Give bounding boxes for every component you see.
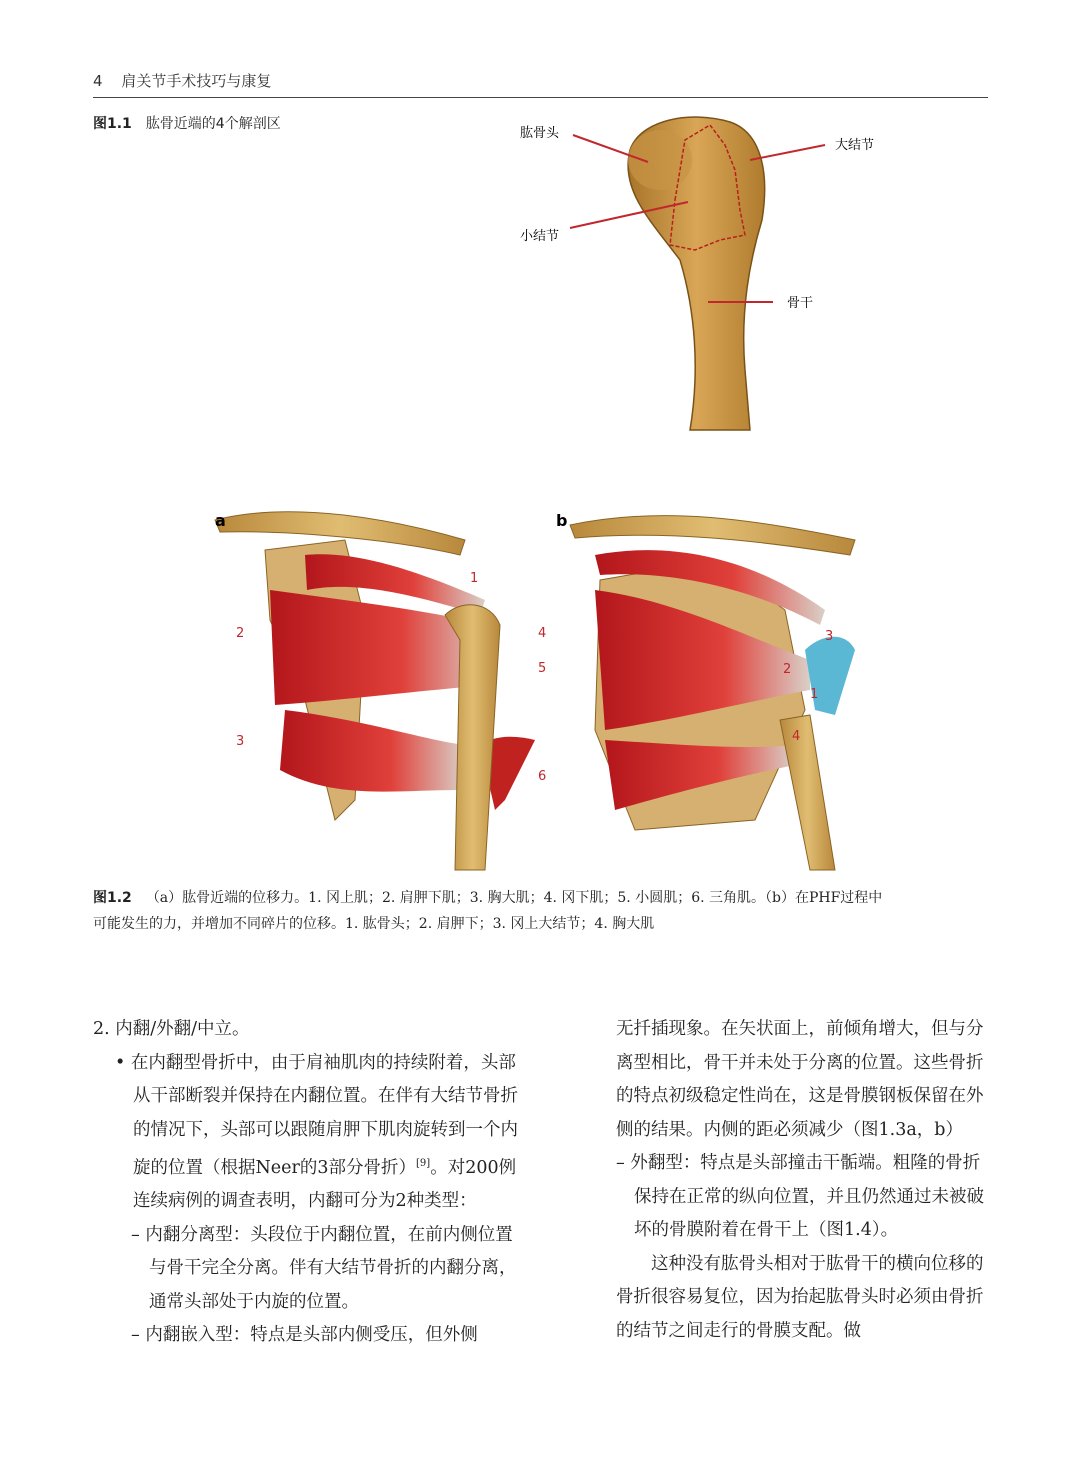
fragment-blue [805, 637, 855, 715]
paragraph-continued: 无扦插现象。在矢状面上，前倾角增大，但与分离型相比，骨干并未处于分离的位置。这些骨折的特点初级稳定性尚在，这是骨膜钢板保留在外侧的结果。内侧的距必须减少（图1.3a，b） [616, 1019, 984, 1140]
figure2-caption [93, 885, 988, 937]
b-num-3: 3 [825, 629, 834, 644]
arrow-greater [750, 145, 825, 160]
list-item-heading: 2. 内翻/外翻/中立。 [93, 1019, 250, 1039]
a-num-4: 4 [538, 626, 547, 641]
panel-b [556, 511, 855, 870]
figure2-caption-line1: （a）肱骨近端的位移力。1. 冈上肌；2. 肩胛下肌；3. 胸大肌；4. 冈下肌；5. 小圆肌；6. 三角肌。（b）在PHF过程中 [145, 890, 883, 906]
a-num-3: 3 [236, 734, 245, 749]
label-head: 肱骨头 [520, 126, 560, 141]
humerus-illustration [500, 110, 920, 450]
a-num-5: 5 [538, 661, 547, 676]
a-num-6: 6 [538, 769, 547, 784]
figure1-caption [93, 113, 281, 133]
humerus-b [780, 715, 835, 870]
panel-b-label: b [556, 511, 568, 530]
citation: [9] [416, 1158, 431, 1169]
label-shaft: 骨干 [787, 296, 814, 311]
paragraph-reduction: 这种没有肱骨头相对于肱骨干的横向位移的骨折很容易复位，因为抬起肱骨头时必须由骨折的结节之间走行的骨膜支配。做 [616, 1253, 984, 1341]
humeral-head-shape [628, 130, 692, 190]
figure2-label: 图1.2 [93, 890, 132, 906]
a-num-2: 2 [236, 626, 245, 641]
panel-a [215, 511, 546, 870]
dash-varus-impacted: – 内翻嵌入型：特点是头部内侧受压，但外侧 [131, 1325, 478, 1346]
dash-valgus: – 外翻型：特点是头部撞击干骺端。粗隆的骨折保持在正常的纵向位置，并且仍然通过未被破坏的骨膜附着在骨干上（图1.4）。 [616, 1153, 984, 1240]
running-header [93, 70, 271, 91]
b-num-2: 2 [783, 662, 792, 677]
bullet-varus: • 在内翻型骨折中，由于肩袖肌肉的持续附着，头部从干部断裂并保持在内翻位置。在伴有大结节骨折的情况下，头部可以跟随肩胛下肌肉旋转到一个内旋的位置（根据Neer的3部分骨折）[9]。对200例连续病例的调查表明，内翻可分为2种类型： [115, 1052, 518, 1212]
figure2-caption-line2: 可能发生的力，并增加不同碎片的位移。1. 肱骨头；2. 肩胛下；3. 冈上大结节；4. 胸大肌 [93, 916, 655, 932]
dash-varus-separated: – 内翻分离型：头段位于内翻位置，在前内侧位置与骨干完全分离。伴有大结节骨折的内翻分离，通常头部处于内旋的位置。 [131, 1224, 517, 1312]
muscle-3 [280, 710, 465, 792]
muscle-forces-illustration [195, 500, 885, 875]
label-greater: 大结节 [835, 138, 875, 153]
book-title: 肩关节手术技巧与康复 [121, 72, 272, 90]
panel-a-label: a [215, 511, 226, 530]
figure1-label: 图1.1 [93, 116, 132, 132]
body-right-column [616, 1013, 988, 1348]
page-number: 4 [93, 72, 103, 90]
figure1-caption-text: 肱骨近端的4个解剖区 [145, 116, 281, 132]
b-num-4: 4 [792, 729, 801, 744]
label-lesser: 小结节 [520, 229, 560, 244]
body-left-column [93, 1013, 523, 1353]
header-rule [93, 97, 988, 98]
b-num-1: 1 [810, 687, 819, 702]
clavicle-b [570, 516, 855, 555]
a-num-1: 1 [470, 571, 479, 586]
